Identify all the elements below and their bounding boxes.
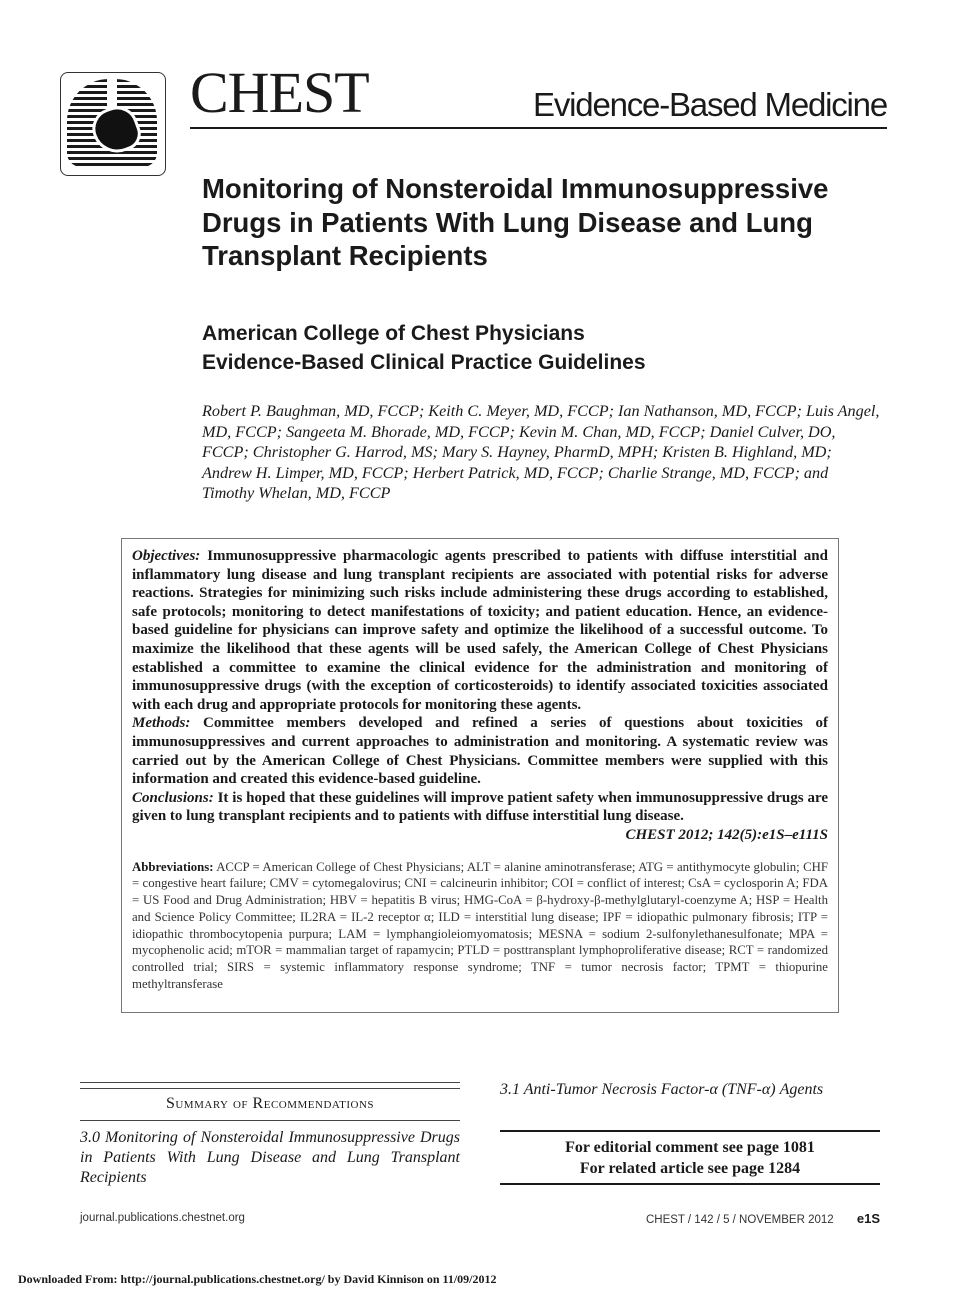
citation: CHEST 2012; 142(5):e1S–e111S <box>625 826 828 843</box>
footer-issue-info <box>646 1211 880 1226</box>
recommendation-3-0: 3.0 Monitoring of Nonsteroidal Immunosuppressive Drugs in Patients With Lung Disease and Lung Transplant Recipients <box>80 1129 460 1186</box>
summary-heading: Summary of Recommendations <box>165 1095 375 1112</box>
page-number: e1S <box>856 1211 880 1226</box>
methods-text: Committee members developed and refined a series of questions about toxicities of immunosuppressives and current approaches to administration and monitoring. A systematic review was carried out by the American College of Chest Physicians. Committee members were supplied with this information and created this evidence-based guideline. <box>132 715 829 788</box>
recommendation-3-1: 3.1 Anti-Tumor Necrosis Factor-α (TNF-α) Agents <box>500 1081 824 1098</box>
conclusions-label: Conclusions: <box>132 789 214 806</box>
abbreviations-label: Abbreviations: <box>132 859 214 874</box>
summary-divider <box>80 1120 460 1121</box>
objectives-label: Objectives: <box>132 548 201 564</box>
header-divider <box>190 127 887 129</box>
related-article-link: For related article see page 1284 <box>579 1160 801 1177</box>
article-subtitle <box>202 320 882 377</box>
download-note: Downloaded From: http://journal.publications.chestnet.org/ by David Kinnison on 11/09/2012 <box>18 1272 497 1286</box>
abstract-methods <box>132 714 828 788</box>
journal-title: CHEST <box>190 60 369 125</box>
editorial-note <box>500 1130 880 1185</box>
subtitle-line-2: Evidence-Based Clinical Practice Guidelines <box>202 350 646 374</box>
subtitle-line-1: American College of Chest Physicians <box>202 322 585 345</box>
footer-url: journal.publications.chestnet.org <box>80 1212 245 1224</box>
abbreviations <box>132 859 828 993</box>
abstract-objectives <box>132 547 828 714</box>
trachea-icon <box>107 77 117 109</box>
article-title: Monitoring of Nonsteroidal Immunosuppressive Drugs in Patients With Lung Disease and Lung Transplant Recipients <box>202 173 829 271</box>
author-list: Robert P. Baughman, MD, FCCP; Keith C. Meyer, MD, FCCP; Ian Nathanson, MD, FCCP; Luis Angel, MD, FCCP; Sangeeta M. Bhorade, MD, FCCP; Kevin M. Chan, MD, FCCP; Daniel Culver, DO, FCCP; Christopher G. Harrod, MS; Mary S. Hayney, PharmD, MPH; Kristen B. Highland, MD; Andrew H. Limper, MD, FCCP; Herbert Patrick, MD, FCCP; Charlie Strange, MD, FCCP; and Timothy Whelan, MD, FCCP <box>202 402 880 502</box>
conclusions-text: It is hoped that these guidelines will improve patient safety when immunosuppressive drugs are given to lung transplant recipients and to patients with diffuse interstitial lung disease. <box>132 789 828 825</box>
objectives-text: Immunosuppressive pharmacologic agents prescribed to patients with diffuse interstitial and inflammatory lung disease and lung transplant recipients are associated with potential risks for adverse reactions. Strategies for minimizing such risks include administering these drugs according to established, safe protocols; monitoring to detect manifestations of toxicity; and patient education. Hence, an evidence-based guideline for physicians can improve safety and optimize the likelihood of a successful outcome. To maximize the likelihood that these agents will be used safely, the American College of Chest Physicians established a committee to examine the clinical evidence for the administration and monitoring of immunosuppressive drugs (with the exception of corticosteroids) to identify associated toxicities associated with each drug and appropriate protocols for monitoring these agents. <box>132 548 828 713</box>
editorial-comment-link: For editorial comment see page 1081 <box>565 1139 815 1156</box>
abstract-conclusions <box>132 789 828 843</box>
abbreviations-text: ACCP = American College of Chest Physicians; ALT = alanine aminotransferase; ATG = antithymocyte globulin; CHF = congestive heart failure; CMV = cytomegalovirus; CNI = calcineurin inhibitor; COI = conflict of interest; CsA = cyclosporin A; FDA = US Food and Drug Administration; HBV = hepatitis B virus; HMG-CoA = β-hydroxy-β-methylglutaryl-coenzyme A; HSP = Health and Science Policy Committee; IL2RA = IL-2 receptor α; ILD = interstitial lung disease; IPF = idiopathic pulmonary fibrosis; ITP = idiopathic thrombocytopenia purpura; LAM = lymphangioleiomyomatosis; MESNA = sodium 2-sulfonylethanesulfonate; MPA = mycophenolic acid; mTOR = mammalian target of rapamycin; PTLD = posttransplant lymphoproliferative disease; RCT = randomized controlled trial; SIRS = systemic inflammatory response syndrome; TNF = tumor necrosis factor; TPMT = thiopurine methyltransferase <box>132 859 828 992</box>
footer-issue: CHEST / 142 / 5 / NOVEMBER 2012 <box>645 1214 834 1226</box>
journal-logo <box>60 72 166 176</box>
section-label: Evidence-Based Medicine <box>533 86 887 123</box>
methods-label: Methods: <box>132 715 191 732</box>
abstract-box <box>121 538 839 1013</box>
summary-top-rule <box>80 1082 460 1089</box>
